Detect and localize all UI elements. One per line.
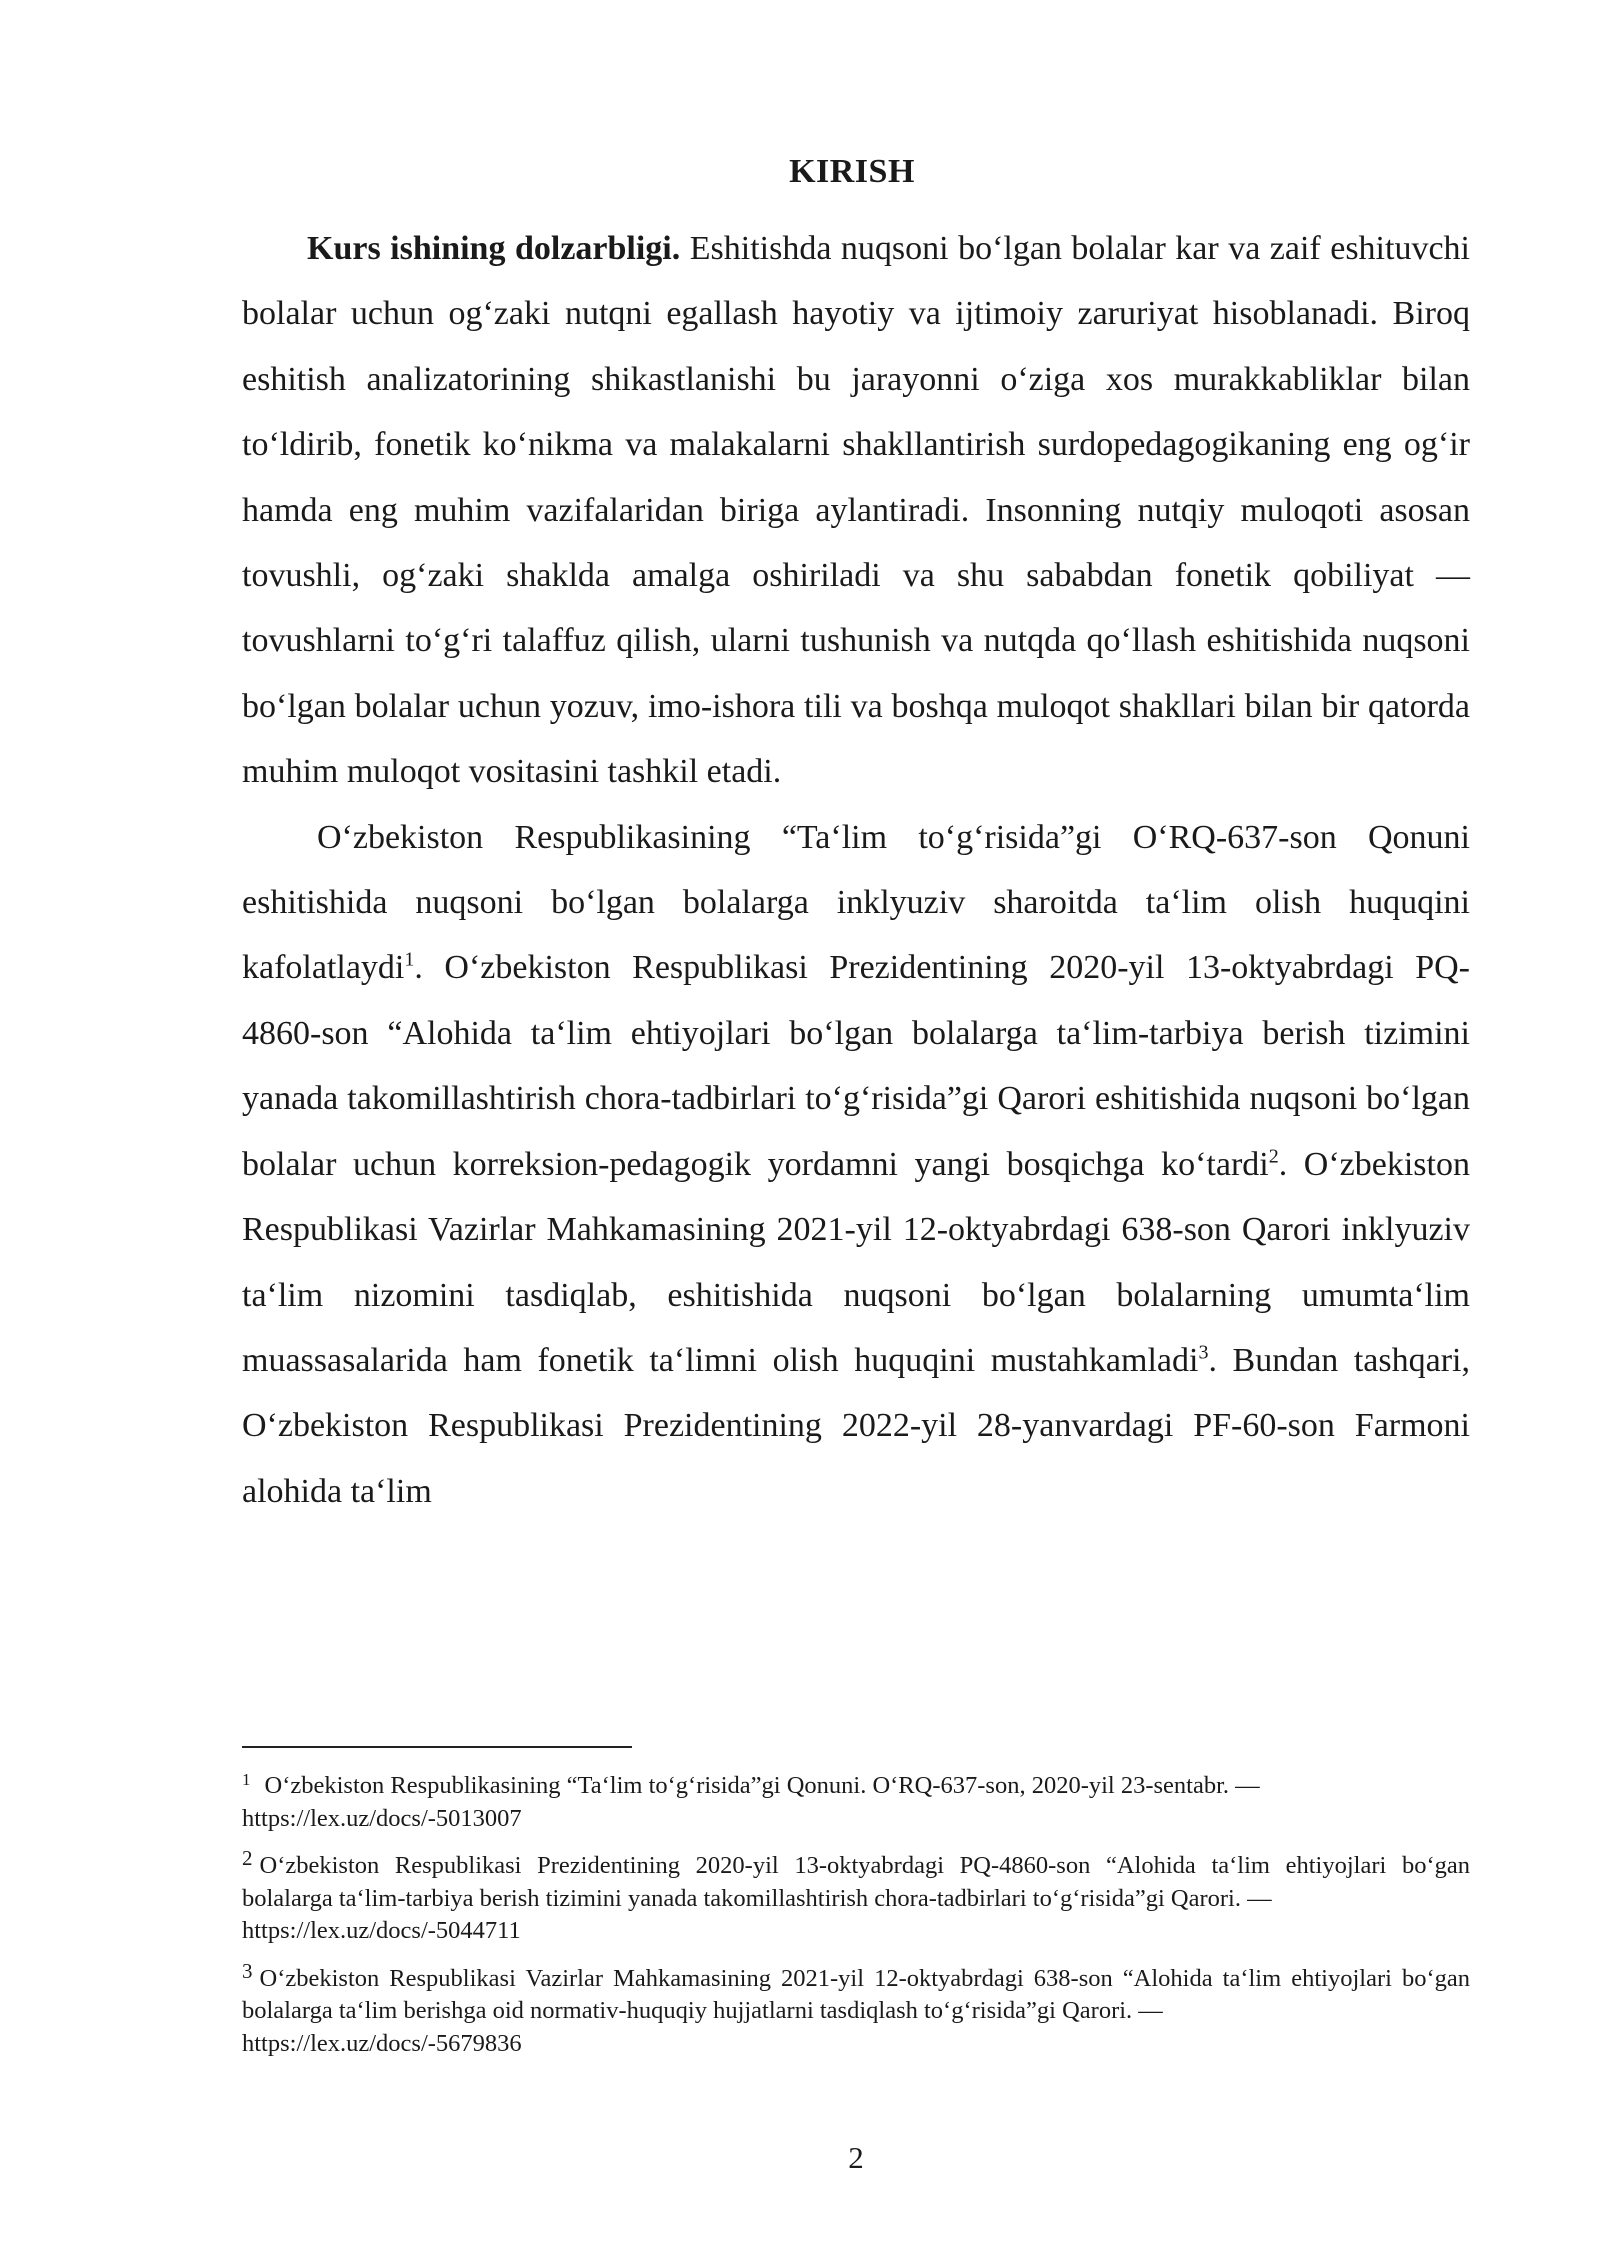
paragraph-text: . Bundan tashqari, O‘zbekiston Respublikasi Prezidentining 2022-yil 28-yanvardagi PF-60-son Farmoni alohida ta‘lim [242,1341,1470,1510]
paragraph-relevance [242,216,1470,805]
footnote [242,1955,1470,2061]
footnote-text: O‘zbekiston Respublikasi Prezidentining 2020-yil 13-oktyabrdagi PQ-4860-son “Alohida ta‘lim ehtiyojlari bo‘gan bolalarga ta‘lim-tarbiya berish tizimini yanada takomillashtirish chora-tadbirlari to‘g‘risida”gi Qarori. — [242,1852,1470,1912]
footnote-mark: 1 [242,1770,251,1789]
paragraph-legal-basis [242,805,1470,1524]
paragraph-text: . O‘zbekiston Respublikasi Prezidentining 2020-yil 13-oktyabrdagi PQ-4860-son “Alohida ta‘lim ehtiyojlari bo‘lgan bolalarga ta‘lim-tarbiya berish tizimini yanada takomillashtirish chora-tadbirlari to‘g‘risida”gi Qarori eshitishida nuqsoni bo‘lgan bolalar uchun korreksion-pedagogik yordamni yangi bosqichga ko‘tardi [242,949,1470,1183]
body-text [242,216,1470,1524]
page-number: 2 [848,2140,864,2175]
section-heading: KIRISH [789,153,915,190]
footnote-separator [242,1746,632,1748]
paragraph-text: . O‘zbekiston Respublikasi Vazirlar Mahkamasining 2021-yil 12-oktyabrdagi 638-son Qarori inklyuziv ta‘lim nizomini tasdiqlab, eshitishida nuqsoni bo‘lgan bolalarning umumta‘lim muassasalarida ham fonetik ta‘limni olish huquqini mustahkamladi [242,1145,1470,1379]
footnote-reference[interactable]: 2 [1268,1145,1279,1168]
paragraph-text: Eshitishda nuqsoni bo‘lgan bolalar kar va zaif eshituvchi bolalar uchun og‘zaki nutqni egallash hayotiy va ijtimoiy zaruriyat hisoblanadi. Biroq eshitish analizatorining shikastlanishi bu jarayonni o‘ziga xos murakkabliklar bilan to‘ldirib, fonetik ko‘nikma va malakalarni shakllantirish surdopedagogikaning eng og‘ir hamda eng muhim vazifalaridan biriga aylantiradi. Insonning nutqiy muloqoti asosan tovushli, og‘zaki shaklda amalga oshiriladi va shu sababdan fonetik qobiliyat — tovushlarni to‘g‘ri talaffuz qilish, ularni tushunish va nutqda qo‘llash eshitishida nuqsoni bo‘lgan bolalar uchun yozuv, imo-ishora tili va boshqa muloqot shakllari bilan bir qatorda muhim muloqot vositasini tashkil etadi. [242,230,1470,791]
footnote [242,1764,1470,1835]
footnote-link[interactable]: https://lex.uz/docs/-5013007 [242,1804,522,1832]
footnote-mark: 2 [242,1846,253,1870]
footnote-text: O‘zbekiston Respublikasi Vazirlar Mahkamasining 2021-yil 12-oktyabrdagi 638-son “Alohida ta‘lim ehtiyojlari bo‘gan bolalarga ta‘lim berishga oid normativ-huquqiy hujjatlarni tasdiqlash to‘g‘risida”gi Qarori. — [242,1964,1470,2024]
paragraph-lead: Kurs ishining dolzarbligi. [307,230,681,267]
footnote-reference[interactable]: 3 [1198,1341,1209,1364]
footnote-link[interactable]: https://lex.uz/docs/-5679836 [242,2029,522,2057]
paragraph-text: O‘zbekiston Respublikasining “Ta‘lim to‘g‘risida”gi O‘RQ-637-son Qonuni eshitishida nuqsoni bo‘lgan bolalarga inklyuziv sharoitda ta‘lim olish huquqini kafolatlaydi [242,818,1470,987]
footnote-link[interactable]: https://lex.uz/docs/-5044711 [242,1917,521,1944]
footnotes [242,1764,1470,2067]
footnote [242,1842,1470,1948]
footnote-reference[interactable]: 1 [404,949,415,972]
footnote-mark: 3 [242,1958,253,1983]
footnote-text: O‘zbekiston Respublikasining “Ta‘lim to‘g‘risida”gi Qonuni. O‘RQ-637-son, 2020-yil 23-sentabr. — [264,1772,1260,1799]
